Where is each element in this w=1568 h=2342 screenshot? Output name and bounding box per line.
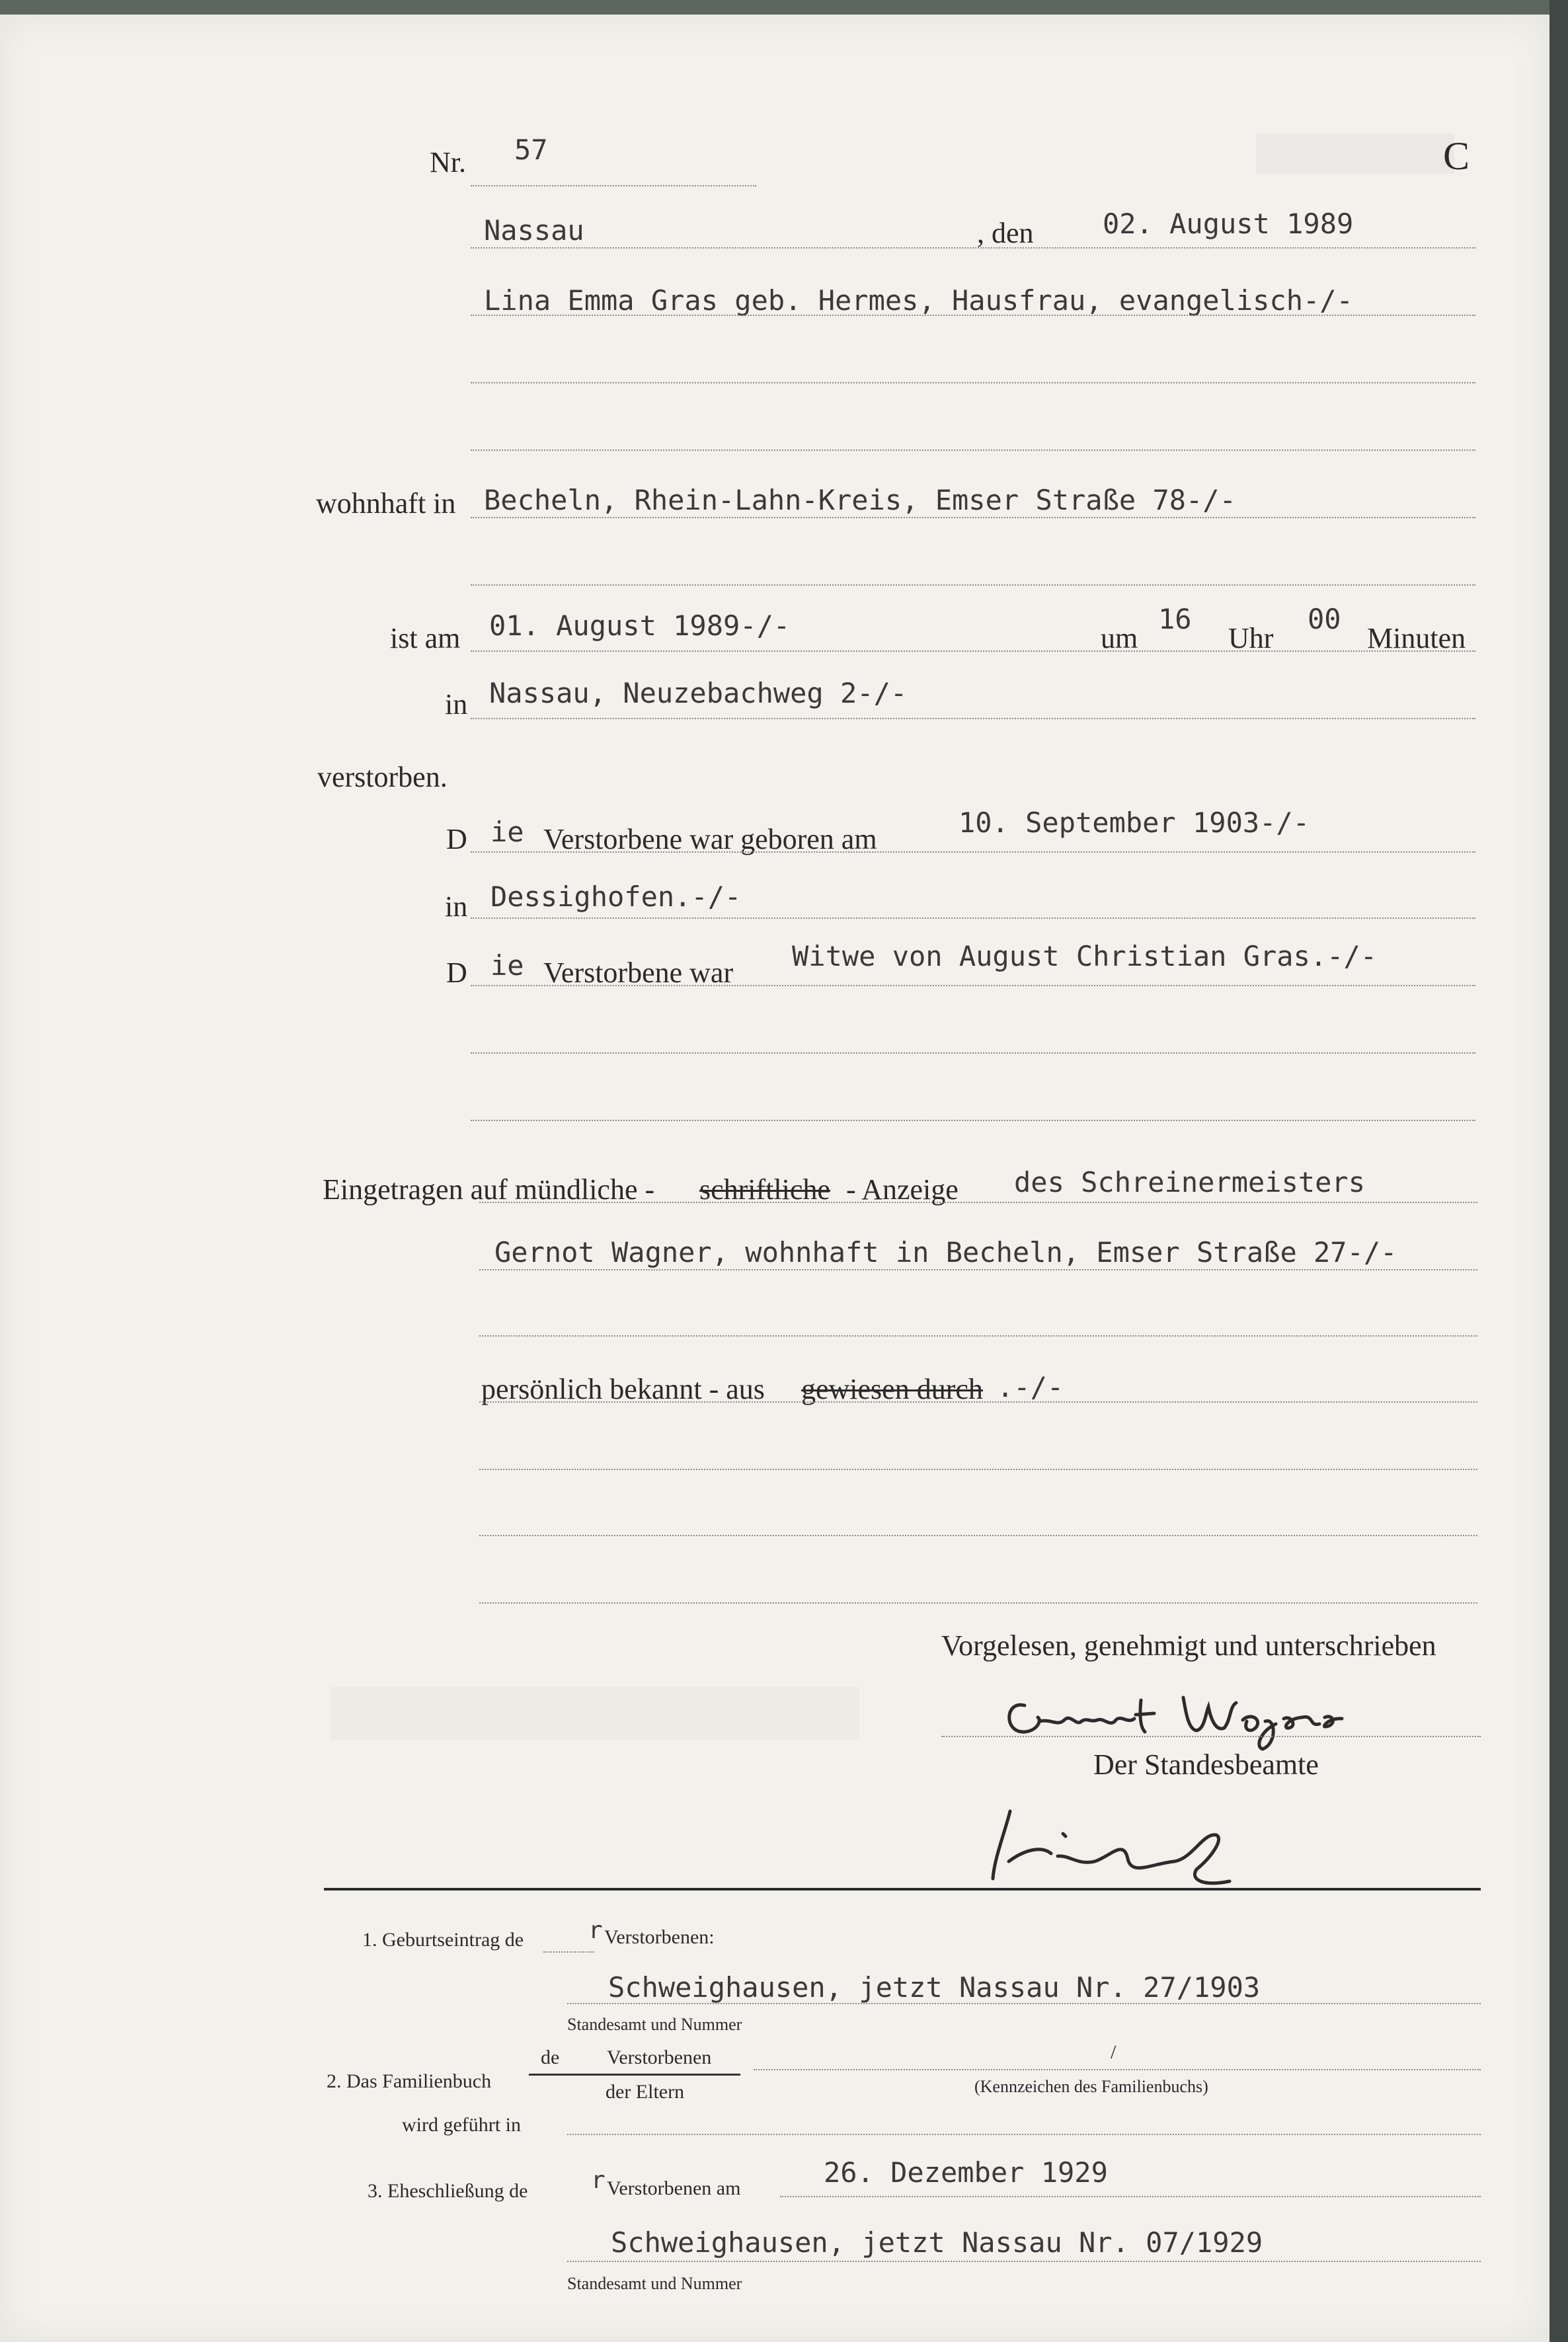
blank-line bbox=[471, 449, 1475, 451]
death-date-value: 01. August 1989-/- bbox=[489, 609, 791, 642]
show-through-shadow bbox=[1256, 134, 1454, 173]
gefuehrt-label: wird geführt in bbox=[402, 2114, 521, 2136]
geburt-value: Schweighausen, jetzt Nassau Nr. 27/1903 bbox=[608, 1971, 1261, 2004]
ie-suffix: ie bbox=[490, 949, 524, 982]
ehe-label: 3. Eheschließung de bbox=[368, 2180, 528, 2202]
blank-line bbox=[479, 1335, 1477, 1337]
birth-date-line bbox=[471, 851, 1475, 853]
minutes-value: 00 bbox=[1308, 603, 1341, 635]
familienbuch-bar bbox=[529, 2074, 740, 2076]
bekannt-suffix: .-/- bbox=[997, 1371, 1064, 1403]
geburt-label: 1. Geburtseintrag de bbox=[362, 1929, 524, 1951]
blank-line bbox=[479, 1602, 1477, 1604]
corner-letter: C bbox=[1443, 134, 1470, 178]
blank-line bbox=[471, 1052, 1475, 1054]
death-date-line bbox=[471, 650, 1475, 652]
war-label: Verstorbene war bbox=[543, 956, 734, 989]
date-value: 02. August 1989 bbox=[1103, 208, 1354, 240]
nr-label: Nr. bbox=[430, 146, 466, 178]
standesamt-label: Standesamt und Nummer bbox=[567, 2015, 742, 2034]
slash: / bbox=[1111, 2041, 1117, 2063]
informant-signature bbox=[998, 1680, 1368, 1753]
registrar-signature bbox=[978, 1793, 1256, 1892]
person-line bbox=[471, 315, 1475, 316]
kennzeichen-label: (Kennzeichen des Familienbuchs) bbox=[974, 2077, 1208, 2096]
document-page bbox=[0, 15, 1549, 2342]
ist-am-label: ist am bbox=[390, 622, 461, 654]
verstorben-label: verstorben. bbox=[317, 761, 448, 793]
informant-line-2: Gernot Wagner, wohnhaft in Becheln, Emser Straße 27-/- bbox=[494, 1236, 1397, 1269]
blank-line bbox=[471, 584, 1475, 586]
ehe-date-value: 26. Dezember 1929 bbox=[824, 2156, 1108, 2189]
informant-line bbox=[479, 1269, 1477, 1270]
date-line bbox=[471, 247, 1475, 249]
ehe-value-line bbox=[567, 2261, 1481, 2262]
hour-value: 16 bbox=[1158, 603, 1192, 635]
place-value: Nassau bbox=[484, 214, 584, 247]
blank-line bbox=[471, 1120, 1475, 1121]
informant-line bbox=[479, 1202, 1477, 1203]
address-line bbox=[471, 517, 1475, 518]
standesamt-label-2: Standesamt und Nummer bbox=[567, 2274, 742, 2293]
birth-date-value: 10. September 1903-/- bbox=[959, 806, 1310, 839]
in-label: in bbox=[445, 890, 468, 923]
birth-place-value: Dessighofen.-/- bbox=[490, 880, 742, 913]
d-label: D bbox=[446, 823, 467, 855]
ehe-suffix: Verstorbenen am bbox=[607, 2177, 741, 2199]
nr-value: 57 bbox=[514, 134, 548, 166]
blank-line bbox=[479, 1535, 1477, 1536]
informant-line-1: des Schreinermeisters bbox=[1014, 1166, 1366, 1198]
person-value: Lina Emma Gras geb. Hermes, Hausfrau, evangelisch-/- bbox=[484, 284, 1353, 317]
familienbuch-line bbox=[754, 2069, 1481, 2070]
de-label: de bbox=[541, 2047, 560, 2068]
vorgelesen-label: Vorgelesen, genehmigt und unterschrieben bbox=[941, 1629, 1436, 1662]
bekannt-line bbox=[479, 1401, 1477, 1403]
marital-line bbox=[471, 985, 1475, 986]
den-label: , den bbox=[977, 217, 1034, 249]
blank-line bbox=[471, 382, 1475, 383]
gefuehrt-line bbox=[567, 2134, 1481, 2135]
anzeige-label: - Anzeige bbox=[846, 1173, 959, 1206]
ehe-r: r bbox=[591, 2167, 606, 2194]
born-label: Verstorbene war geboren am bbox=[543, 823, 877, 855]
death-place-value: Nassau, Neuzebachweg 2-/- bbox=[489, 677, 908, 709]
standesbeamte-label: Der Standesbeamte bbox=[1093, 1748, 1319, 1781]
d-label: D bbox=[446, 956, 467, 989]
geburt-suffix-line bbox=[543, 1951, 594, 1953]
section-divider bbox=[324, 1888, 1481, 1891]
geburt-value-line bbox=[567, 2003, 1481, 2004]
show-through-shadow bbox=[331, 1687, 859, 1740]
blank-line bbox=[479, 1469, 1477, 1470]
birth-place-line bbox=[471, 917, 1475, 919]
in-label: in bbox=[445, 688, 468, 721]
um-label: um bbox=[1101, 622, 1138, 654]
eingetragen-label: Eingetragen auf mündliche - bbox=[323, 1173, 655, 1206]
nr-line bbox=[471, 185, 756, 186]
ehe-date-line bbox=[780, 2196, 1481, 2197]
death-place-line bbox=[471, 718, 1475, 719]
wohnhaft-label: wohnhaft in bbox=[316, 487, 456, 520]
ausgewiesen-struck: gewiesen durch bbox=[801, 1373, 983, 1405]
top-border bbox=[0, 0, 1568, 15]
signature-line bbox=[941, 1736, 1481, 1737]
address-value: Becheln, Rhein-Lahn-Kreis, Emser Straße 78-/- bbox=[484, 484, 1236, 516]
geburt-suffix: Verstorbenen: bbox=[604, 1926, 715, 1948]
familienbuch-label: 2. Das Familienbuch bbox=[327, 2070, 492, 2092]
ie-suffix: ie bbox=[490, 816, 524, 848]
ehe-value: Schweighausen, jetzt Nassau Nr. 07/1929 bbox=[611, 2226, 1263, 2259]
eltern-label: der Eltern bbox=[606, 2081, 685, 2103]
schriftliche-struck: schriftliche bbox=[699, 1173, 830, 1206]
geburt-r: r bbox=[588, 1917, 603, 1944]
minuten-label: Minuten bbox=[1367, 622, 1466, 654]
bekannt-label: persönlich bekannt - aus bbox=[481, 1373, 765, 1405]
right-border bbox=[1549, 0, 1568, 2342]
marital-value: Witwe von August Christian Gras.-/- bbox=[792, 940, 1378, 972]
uhr-label: Uhr bbox=[1228, 622, 1274, 654]
verstorbenen-label: Verstorbenen bbox=[607, 2047, 712, 2068]
